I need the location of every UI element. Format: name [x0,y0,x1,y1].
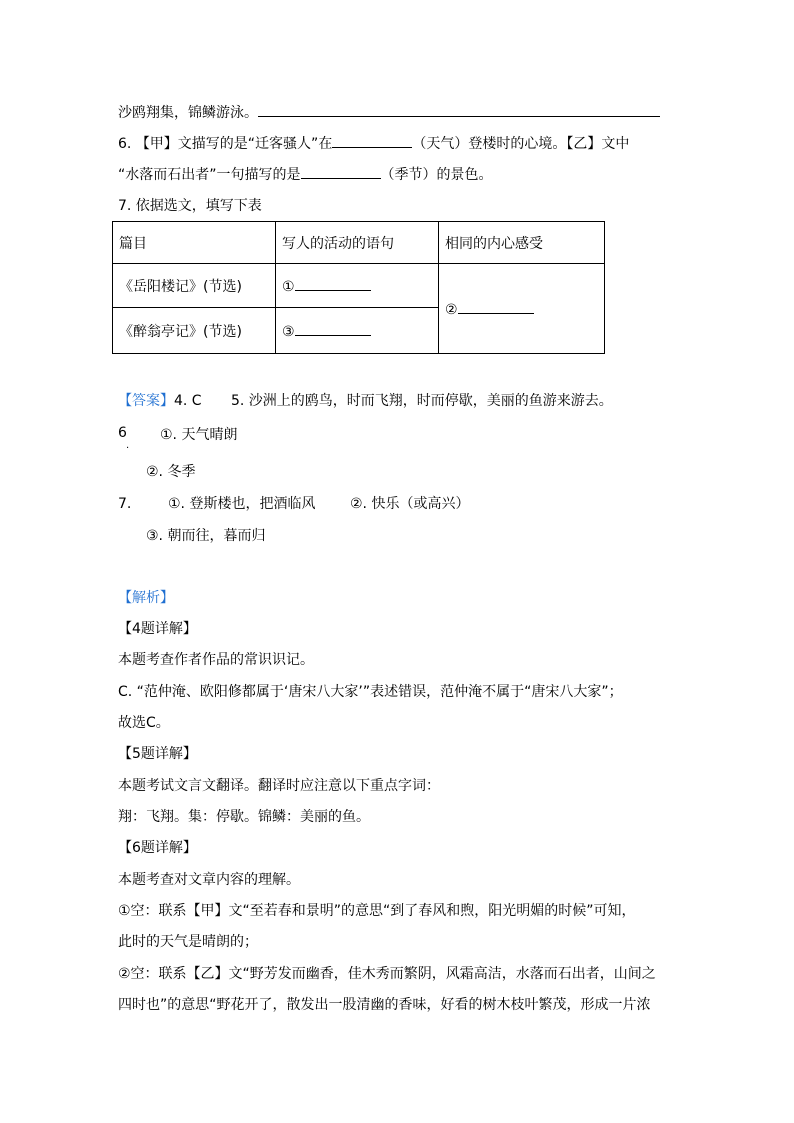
q7-title: 7. 依据选文，填写下表 [118,198,262,214]
row-activity-cell [276,308,439,354]
q5-analysis-line-2: 翔：飞翔。集：停歇。锦鳞：美丽的鱼。 [118,809,370,825]
row-marker: ③ [282,324,295,340]
q6-text-mid: （天气）登楼时的心境。【乙】文中 [412,136,630,152]
answer-5: 5. 沙洲上的鸥鸟，时而飞翔，时而停歇，美丽的鱼游来游去。 [231,393,613,409]
table-header-row [113,222,605,264]
q5-analysis-line-1: 本题考试文言文翻译。翻译时应注意以下重点字词： [118,778,440,794]
q6-text-prefix: 6. 【甲】文描写的是“迁客骚人”在 [118,136,333,152]
q5-tail-text: 沙鸥翔集，锦鳞游泳。 [118,105,258,121]
answer-4: 4. C [174,393,202,409]
q5-answer-blank[interactable] [258,102,660,117]
q4-line-2: C. “范仲淹、欧阳修都属于‘唐宋八大家’”表述错误，范仲淹不属于“唐宋八大家”； [118,684,623,700]
q6-line-2 [118,164,493,185]
row-title-zuiweng: 《醉翁亭记》(节选) [113,308,276,354]
answer-6-number: 6 [118,425,127,441]
analysis-label: 【解析】 [118,590,174,606]
answer-7-1: ①. 登斯楼也，把酒临风 [168,496,316,512]
answer-7-2: ②. 快乐（或高兴） [350,496,470,512]
answer-label: 【答案】 [118,393,174,409]
answer-6-dot: . [126,440,130,451]
table-answer-blank[interactable] [295,321,371,336]
answer-6-1: ①. 天气晴朗 [160,427,238,443]
q4-line-3: 故选C。 [118,715,170,731]
q4-line-1: 本题考查作者作品的常识识记。 [118,652,314,668]
header-cell-activity: 写人的活动的语句 [276,222,439,264]
q6-analysis-line-4: ②空：联系【乙】文“野芳发而幽香，佳木秀而繁阴，风霜高洁，水落而石出者，山间之 [118,966,656,982]
row-marker: ① [282,279,295,295]
header-cell-feeling: 相同的内心感受 [439,222,605,264]
merged-feeling-cell [439,264,605,354]
q7-table [112,221,605,354]
answer-7-3: ③. 朝而往，暮而归 [146,528,266,544]
answer-line [118,391,202,411]
table-answer-blank[interactable] [458,299,534,314]
q6-analysis-line-3: 此时的天气是晴朗的； [118,934,258,950]
merged-marker: ② [445,302,458,318]
answer-7-number: 7. [118,496,132,512]
q6-analysis-line-1: 本题考查对文章内容的理解。 [118,872,300,888]
table-row [113,264,605,308]
row-activity-cell [276,264,439,308]
q6-weather-blank[interactable] [332,133,412,148]
answer-6-2: ②. 冬季 [146,464,196,480]
q4-heading: 【4题详解】 [118,621,197,637]
row-title-yueyang: 《岳阳楼记》(节选) [113,264,276,308]
q6-season-blank[interactable] [301,164,381,179]
q6-line-1 [118,133,629,154]
header-cell-title: 篇目 [113,222,276,264]
q5-heading: 【5题详解】 [118,746,197,762]
table-answer-blank[interactable] [295,276,371,291]
q5-line [118,102,660,123]
q6-analysis-line-2: ①空：联系【甲】文“至若春和景明”的意思“到了春风和煦，阳光明媚的时候”可知， [118,903,636,919]
q6-text-line2: “水落而石出者”一句描写的是 [118,167,301,183]
q6-heading: 【6题详解】 [118,840,197,856]
q6-text-suffix: （季节）的景色。 [380,167,493,183]
q6-analysis-line-5: 四时也”的意思“野花开了，散发出一股清幽的香味，好看的树木枝叶繁茂，形成一片浓 [118,997,651,1013]
